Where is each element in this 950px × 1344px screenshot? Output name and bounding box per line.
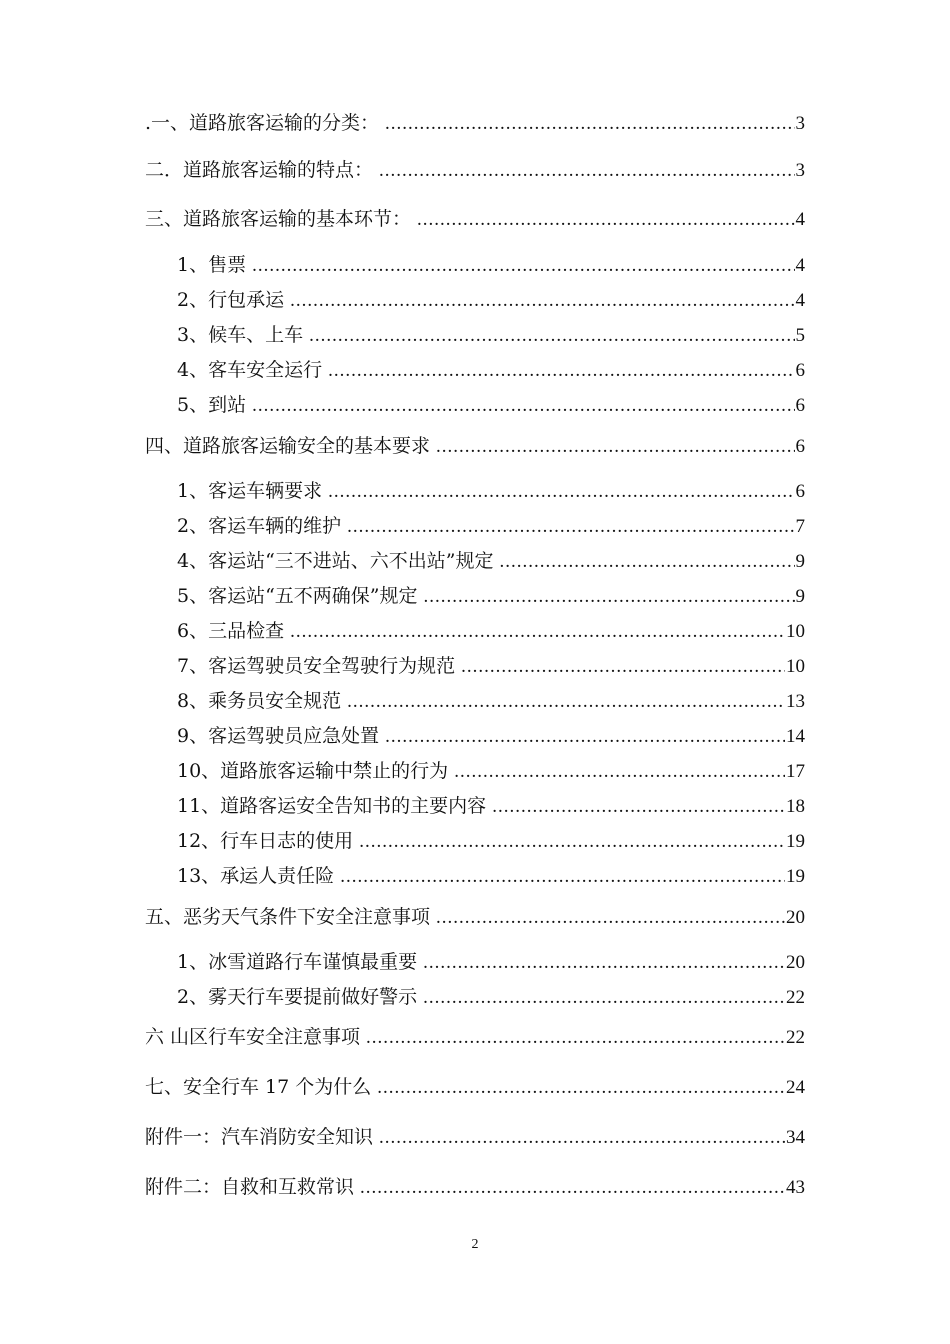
toc-entry-page: 43 [786,1177,805,1198]
toc-dot-leader [423,950,785,976]
toc-entry-page: 13 [786,691,805,712]
toc-dot-leader [436,905,785,931]
toc-dot-leader [360,1175,785,1201]
toc-entry-title: 1、冰雪道路行车谨慎最重要 [177,951,418,973]
toc-entry-title: 5、客运站“五不两确保”规定 [177,585,418,607]
toc-entry-page: 19 [786,866,805,887]
toc-entry[interactable] [145,206,805,233]
toc-dot-leader [385,724,785,750]
toc-entry-page: 6 [795,481,805,502]
toc-dot-leader [328,479,794,505]
toc-entry[interactable] [145,1174,805,1201]
toc-dot-leader [461,654,785,680]
toc-entry[interactable] [145,1124,805,1151]
toc-dot-leader [328,358,794,384]
toc-entry-title: 4、客车安全运行 [177,359,323,381]
toc-entry-page: 9 [795,551,805,572]
toc-entry-title: 五、恶劣天气条件下安全注意事项 [145,906,431,928]
page-number: 2 [471,1237,479,1252]
toc-entry-page: 17 [786,761,805,782]
toc-entry-page: 14 [786,726,805,747]
toc-entry-page: 22 [786,987,805,1008]
toc-entry-title: 1、售票 [177,254,247,276]
toc-dot-leader [340,864,785,890]
toc-entry-title: 11、道路客运安全告知书的主要内容 [177,795,487,817]
toc-entry[interactable] [145,433,805,460]
toc-entry-page: 6 [795,360,805,381]
toc-entry[interactable] [177,949,805,976]
toc-entry[interactable] [177,793,805,820]
toc-dot-leader [492,794,785,820]
toc-entry[interactable] [177,688,805,715]
toc-entry[interactable] [177,357,805,384]
toc-entry-title: 七、安全行车 17 个为什么 [145,1076,372,1098]
toc-dot-leader [379,1125,785,1151]
toc-dot-leader [347,514,794,540]
toc-entry-title: 三、道路旅客运输的基本环节： [145,208,412,230]
toc-dot-leader [366,1025,785,1051]
toc-entry[interactable] [177,618,805,645]
toc-dot-leader [290,288,794,314]
toc-entry-page: 4 [795,255,805,276]
toc-dot-leader [347,689,785,715]
toc-entry-page: 34 [786,1127,805,1148]
toc-entry-title: 附件一：汽车消防安全知识 [145,1126,374,1148]
toc-entry-title: 2、行包承运 [177,289,285,311]
toc-entry[interactable] [177,322,805,349]
toc-entry-page: 10 [786,656,805,677]
toc-entry-page: 6 [795,436,805,457]
toc-entry-title: 10、道路旅客运输中禁止的行为 [177,760,449,782]
toc-dot-leader [290,619,785,645]
toc-entry-title: 四、道路旅客运输安全的基本要求 [145,435,431,457]
toc-entry[interactable] [177,984,805,1011]
toc-dot-leader [454,759,785,785]
toc-entry[interactable] [177,252,805,279]
toc-entry-title: 六 山区行车安全注意事项 [145,1026,361,1048]
toc-entry-title: 2、雾天行车要提前做好警示 [177,986,418,1008]
toc-entry-title: 1、客运车辆要求 [177,480,323,502]
toc-entry[interactable] [177,723,805,750]
toc-entry[interactable] [177,863,805,890]
toc-dot-leader [500,549,795,575]
toc-entry-title: 13、承运人责任险 [177,865,335,887]
toc-dot-leader [423,985,785,1011]
toc-entry-title: 12、行车日志的使用 [177,830,354,852]
toc-entry[interactable] [145,1074,805,1101]
toc-entry[interactable] [177,828,805,855]
toc-entry-page: 4 [795,209,805,230]
toc-entry[interactable] [177,758,805,785]
toc-entry[interactable] [177,583,805,610]
toc-entry[interactable] [145,157,805,184]
toc-entry-title: .一、道路旅客运输的分类： [145,112,380,134]
toc-entry-page: 20 [786,952,805,973]
toc-entry-title: 附件二：自救和互救常识 [145,1176,355,1198]
toc-dot-leader [424,584,795,610]
toc-entry-title: 7、客运驾驶员安全驾驶行为规范 [177,655,456,677]
toc-dot-leader [252,393,794,419]
toc-entry-title: 5、到站 [177,394,247,416]
toc-dot-leader [379,158,794,184]
toc-entry-title: 二．道路旅客运输的特点： [145,159,374,181]
toc-entry-page: 3 [795,160,805,181]
toc-entry[interactable] [177,287,805,314]
toc-entry-title: 4、客运站“三不进站、六不出站”规定 [177,550,494,572]
toc-entry-page: 18 [786,796,805,817]
toc-entry-title: 6、三品检查 [177,620,285,642]
toc-entry-title: 3、候车、上车 [177,324,304,346]
toc-entry-page: 6 [795,395,805,416]
toc-entry-title: 2、客运车辆的维护 [177,515,342,537]
toc-entry[interactable] [177,653,805,680]
toc-entry-page: 5 [795,325,805,346]
toc-entry[interactable] [145,1024,805,1051]
toc-dot-leader [252,253,794,279]
toc-entry-page: 24 [786,1077,805,1098]
toc-entry-page: 9 [795,586,805,607]
toc-entry-title: 9、客运驾驶员应急处置 [177,725,380,747]
toc-entry-page: 22 [786,1027,805,1048]
toc-entry-page: 10 [786,621,805,642]
toc-dot-leader [377,1075,785,1101]
toc-entry-page: 3 [795,113,805,134]
toc-entry[interactable] [145,904,805,931]
toc-entry[interactable] [177,392,805,419]
toc-entry[interactable] [177,548,805,575]
toc-entry-page: 20 [786,907,805,928]
toc-entry[interactable] [145,110,805,137]
toc-entry[interactable] [177,513,805,540]
toc-entry-page: 19 [786,831,805,852]
toc-dot-leader [385,111,794,137]
toc-entry-page: 4 [795,290,805,311]
toc-entry-page: 7 [795,516,805,537]
toc-dot-leader [436,434,794,460]
toc-dot-leader [417,207,794,233]
toc-entry-title: 8、乘务员安全规范 [177,690,342,712]
toc-entry[interactable] [177,478,805,505]
toc-dot-leader [359,829,785,855]
toc-dot-leader [309,323,794,349]
